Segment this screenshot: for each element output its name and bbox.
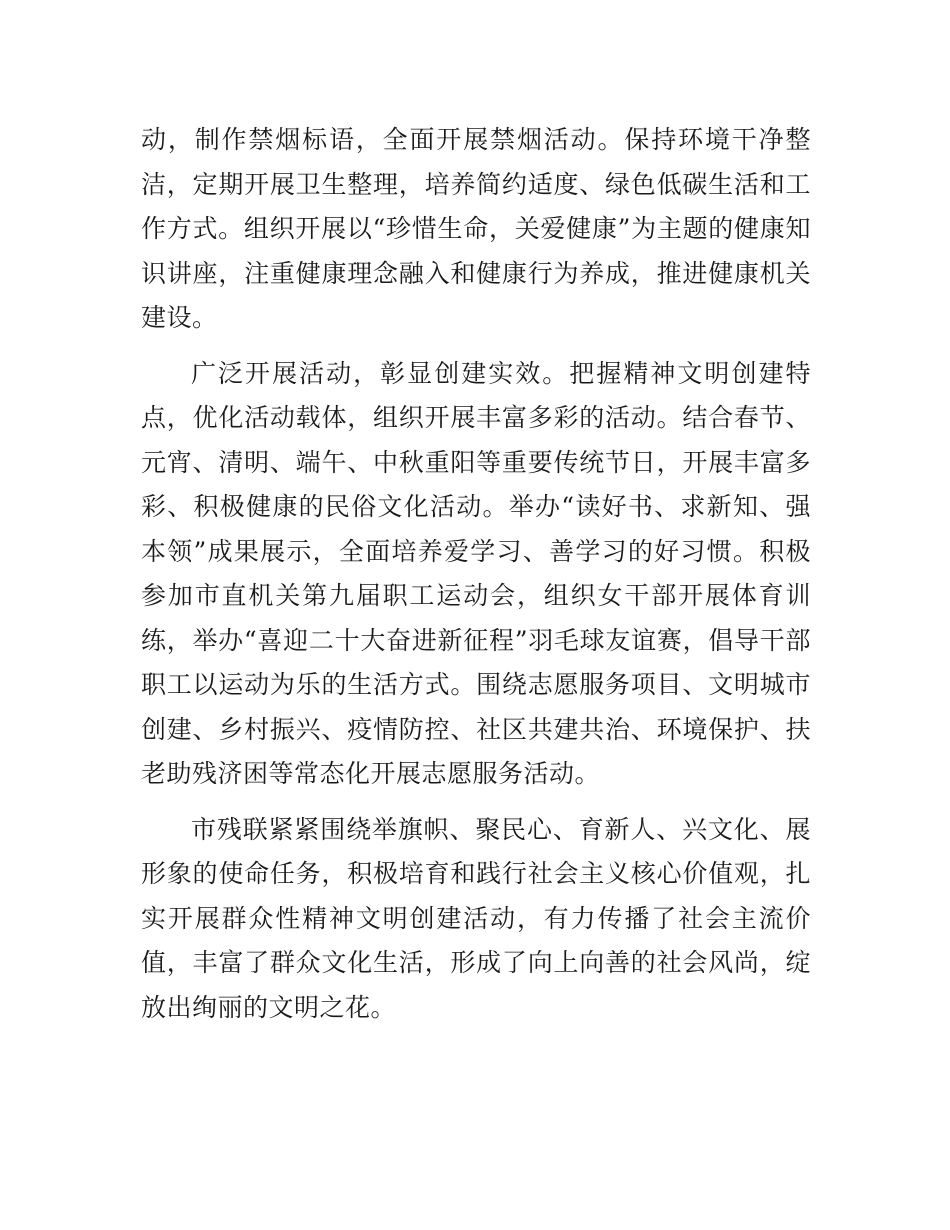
paragraph-continued: 动，制作禁烟标语，全面开展禁烟活动。保持环境干净整洁，定期开展卫生整理，培养简约适度、绿色低碳生活和工作方式。组织开展以“珍惜生命，关爱健康”为主题的健康知识讲座，注重健康理念融入和健康行为养成，推进健康机关建设。 <box>141 125 811 332</box>
document-body <box>141 118 811 1041</box>
paragraph-conclusion: 市残联紧紧围绕举旗帜、聚民心、育新人、兴文化、展形象的使命任务，积极培育和践行社会主义核心价值观，扎实开展群众性精神文明创建活动，有力传播了社会主流价值，丰富了群众文化生活，形成了向上向善的社会风尚，绽放出绚丽的文明之花。 <box>141 814 811 1022</box>
paragraph-activities: 广泛开展活动，彰显创建实效。把握精神文明创建特点，优化活动载体，组织开展丰富多彩的活动。结合春节、元宵、清明、端午、中秋重阳等重要传统节日，开展丰富多彩、积极健康的民俗文化活动。举办“读好书、求新知、强本领”成果展示，全面培养爱学习、善学习的好习惯。积极参加市直机关第九届职工运动会，组织女干部开展体育训练，举办“喜迎二十大奋进新征程”羽毛球友谊赛，倡导干部职工以运动为乐的生活方式。围绕志愿服务项目、文明城市创建、乡村振兴、疫情防控、社区共建共治、环境保护、扶老助残济困等常态化开展志愿服务活动。 <box>141 358 811 788</box>
